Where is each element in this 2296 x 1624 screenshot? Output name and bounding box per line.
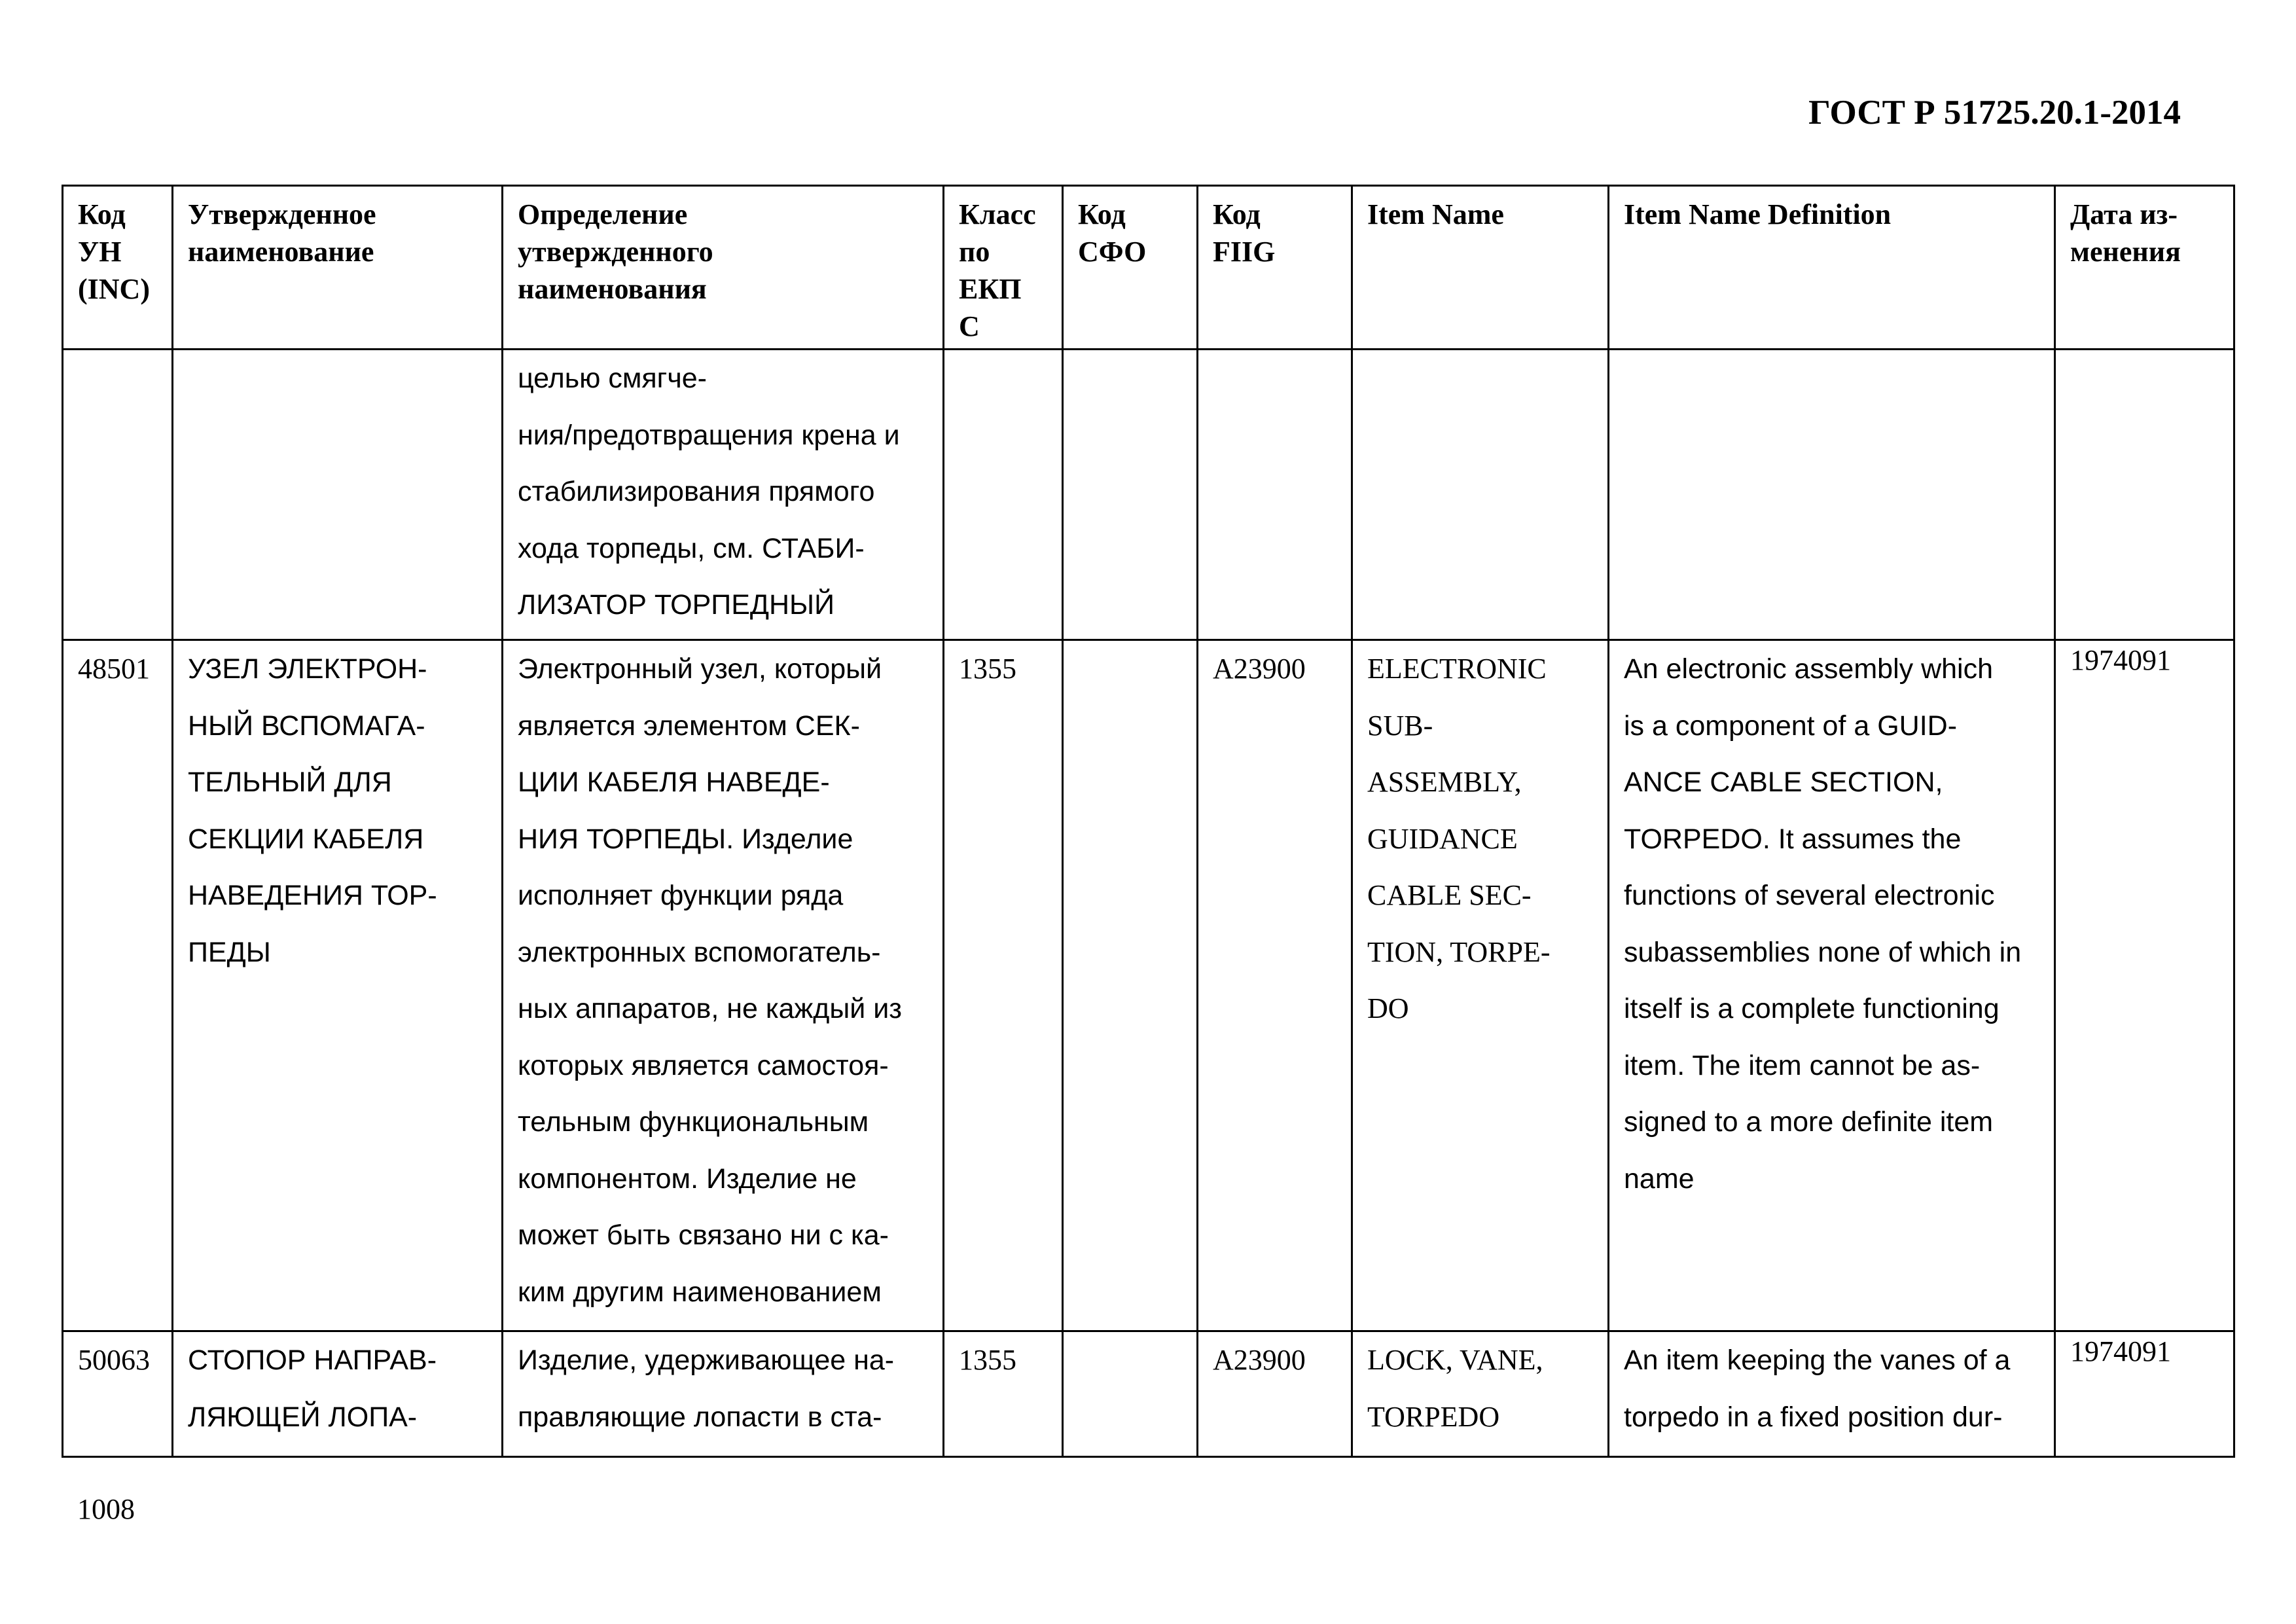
header-approved-name: Утвержденное наименование xyxy=(173,186,503,350)
cell-item-definition: An electronic assembly which is a component of a GUID- ANCE CABLE SECTION, TORPEDO. It assumes the functions of several electronic subassemblies none of which in itself is a complete functioning item. The item cannot be as- signed to a more definite item name xyxy=(1609,640,2055,1331)
cell-item-name xyxy=(1352,350,1609,640)
cell-class xyxy=(944,350,1063,640)
header-fiig-code: Код FIIG xyxy=(1198,186,1352,350)
cell-fiig: A23900 xyxy=(1198,1331,1352,1457)
cell-definition: целью смягче- ния/предотвращения крена и стабилизирования прямого хода торпеды, см. СТАБИ- ЛИЗАТОР ТОРПЕДНЫЙ xyxy=(503,350,944,640)
cell-fiig: A23900 xyxy=(1198,640,1352,1331)
header-change-date: Дата из- менения xyxy=(2055,186,2234,350)
cell-inc: 48501 xyxy=(63,640,173,1331)
cell-item-definition: An item keeping the vanes of a torpedo in a fixed position dur- xyxy=(1609,1331,2055,1457)
header-inc-code: Код УН (INC) xyxy=(63,186,173,350)
header-name-definition: Определение утвержденного наименования xyxy=(503,186,944,350)
document-standard-number: ГОСТ Р 51725.20.1-2014 xyxy=(1808,94,2181,132)
cell-date: 1974091 xyxy=(2055,640,2234,1331)
table-row xyxy=(63,640,2234,1331)
cell-date: 1974091 xyxy=(2055,1331,2234,1457)
cell-definition: Электронный узел, который является элементом СЕК- ЦИИ КАБЕЛЯ НАВЕДЕ- НИЯ ТОРПЕДЫ. Изделие исполняет функции ряда электронных вспомогатель- ных аппаратов, не каждый из которых является самостоя- тельным функциональным компонентом. Изделие не может быть связано ни с ка- ким другим наименованием xyxy=(503,640,944,1331)
cell-sfo xyxy=(1063,350,1198,640)
cell-sfo xyxy=(1063,640,1198,1331)
item-name-registry-table xyxy=(62,185,2235,1458)
cell-inc: 50063 xyxy=(63,1331,173,1457)
cell-approved-name xyxy=(173,350,503,640)
cell-item-definition xyxy=(1609,350,2055,640)
cell-fiig xyxy=(1198,350,1352,640)
header-item-name: Item Name xyxy=(1352,186,1609,350)
page-number: 1008 xyxy=(77,1493,135,1525)
table-row xyxy=(63,350,2234,640)
cell-item-name: ELECTRONIC SUB- ASSEMBLY, GUIDANCE CABLE SEC- TION, TORPE- DO xyxy=(1352,640,1609,1331)
header-class: Класс по ЕКП С xyxy=(944,186,1063,350)
table-row xyxy=(63,1331,2234,1457)
cell-class: 1355 xyxy=(944,1331,1063,1457)
cell-approved-name: СТОПОР НАПРАВ- ЛЯЮЩЕЙ ЛОПА- xyxy=(173,1331,503,1457)
cell-item-name: LOCK, VANE, TORPEDO xyxy=(1352,1331,1609,1457)
header-sfo-code: Код СФО xyxy=(1063,186,1198,350)
cell-date xyxy=(2055,350,2234,640)
cell-inc xyxy=(63,350,173,640)
header-row xyxy=(63,186,2234,350)
cell-class: 1355 xyxy=(944,640,1063,1331)
header-item-name-definition: Item Name Definition xyxy=(1609,186,2055,350)
cell-definition: Изделие, удерживающее на- правляющие лопасти в ста- xyxy=(503,1331,944,1457)
cell-sfo xyxy=(1063,1331,1198,1457)
cell-approved-name: УЗЕЛ ЭЛЕКТРОН- НЫЙ ВСПОМАГА- ТЕЛЬНЫЙ ДЛЯ СЕКЦИИ КАБЕЛЯ НАВЕДЕНИЯ ТОР- ПЕДЫ xyxy=(173,640,503,1331)
